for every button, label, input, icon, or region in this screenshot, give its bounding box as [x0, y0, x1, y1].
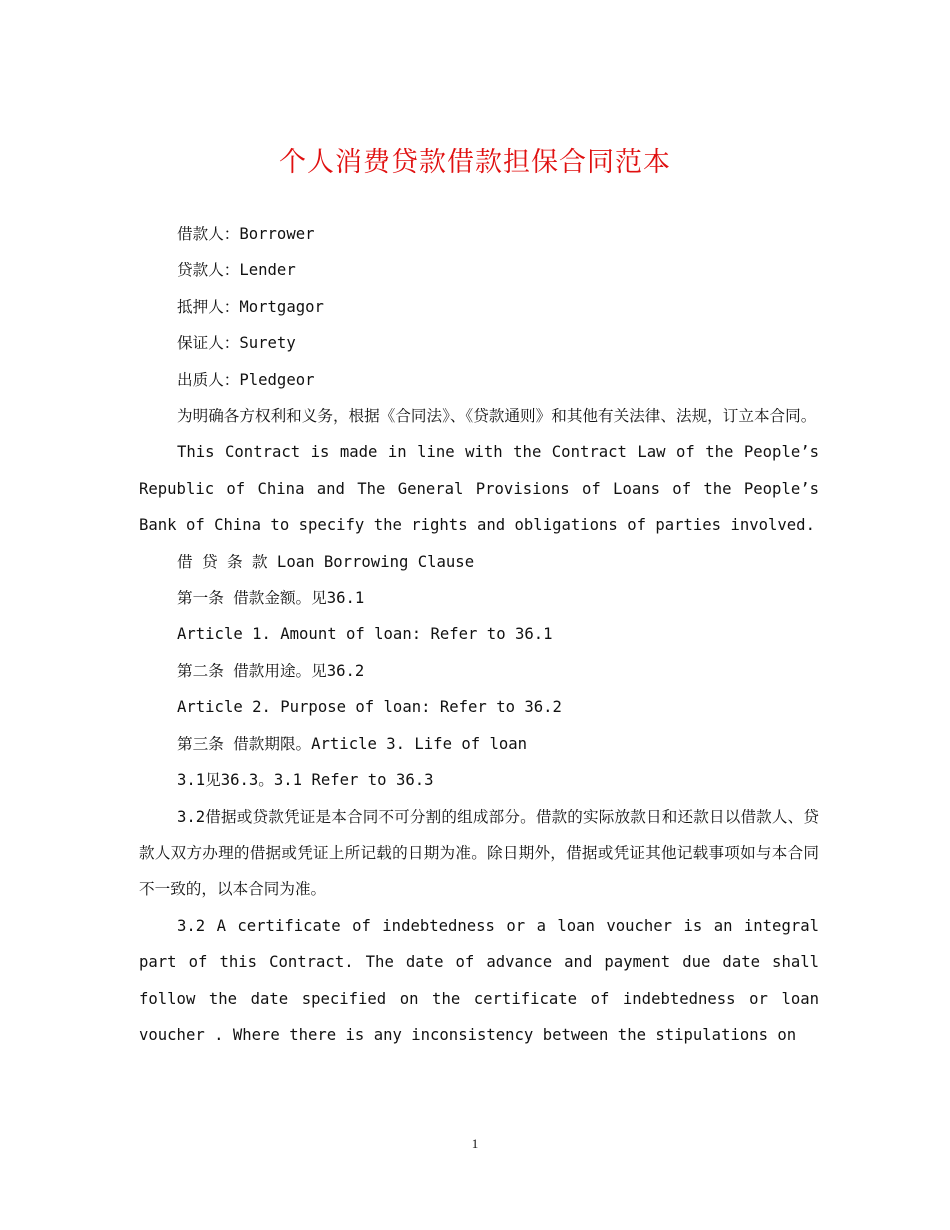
paragraph-lender: 贷款人：Lender: [177, 261, 296, 280]
document-body: [139, 216, 819, 1053]
paragraph-pledgeor: 出质人：Pledgeor: [177, 370, 315, 389]
paragraph-article-1-en: Article 1. Amount of loan: Refer to 36.1: [177, 625, 553, 644]
paragraph-surety: 保证人：Surety: [177, 334, 296, 353]
paragraph-preamble-en: This Contract is made in line with the Contract Law of the People’s Republic of China and The General Provisions of Loans of the People’s Bank of China to specify the rights and obligations of parties involved.: [139, 443, 819, 535]
paragraph-article-1-cn: 第一条 借款金额。见36.1: [177, 589, 365, 608]
page-number: 1: [471, 1136, 479, 1151]
document-title: 个人消费贷款借款担保合同范本: [279, 147, 671, 178]
paragraph-borrower: 借款人：Borrower: [177, 225, 315, 243]
paragraph-article-3: 第三条 借款期限。Article 3. Life of loan: [177, 734, 528, 753]
paragraph-article-2-cn: 第二条 借款用途。见36.2: [177, 661, 365, 680]
paragraph-clause-3-2-cn: 3.2借据或贷款凭证是本合同不可分割的组成部分。借款的实际放款日和还款日以借款人、贷款人双方办理的借据或凭证上所记载的日期为准。除日期外，借据或凭证其他记载事项如与本合同不一致的，以本合同为准。: [139, 807, 819, 899]
section-heading-loan-borrowing-clause: 借 贷 条 款 Loan Borrowing Clause: [177, 552, 475, 571]
paragraph-preamble-cn: 为明确各方权利和义务，根据《合同法》、《贷款通则》和其他有关法律、法规，订立本合同。: [177, 407, 817, 426]
paragraph-mortgagor: 抵押人：Mortgagor: [177, 297, 324, 316]
paragraph-article-2-en: Article 2. Purpose of loan: Refer to 36.2: [177, 698, 562, 717]
paragraph-clause-3-2-en: 3.2 A certificate of indebtedness or a loan voucher is an integral part of this Contract. The date of advance and payment due date shall follow the date specified on the certificate of indebtedness or loan voucher . Where there is any inconsistency between the stipulations on: [139, 916, 819, 1044]
paragraph-clause-3-1: 3.1见36.3。3.1 Refer to 36.3: [177, 771, 434, 790]
